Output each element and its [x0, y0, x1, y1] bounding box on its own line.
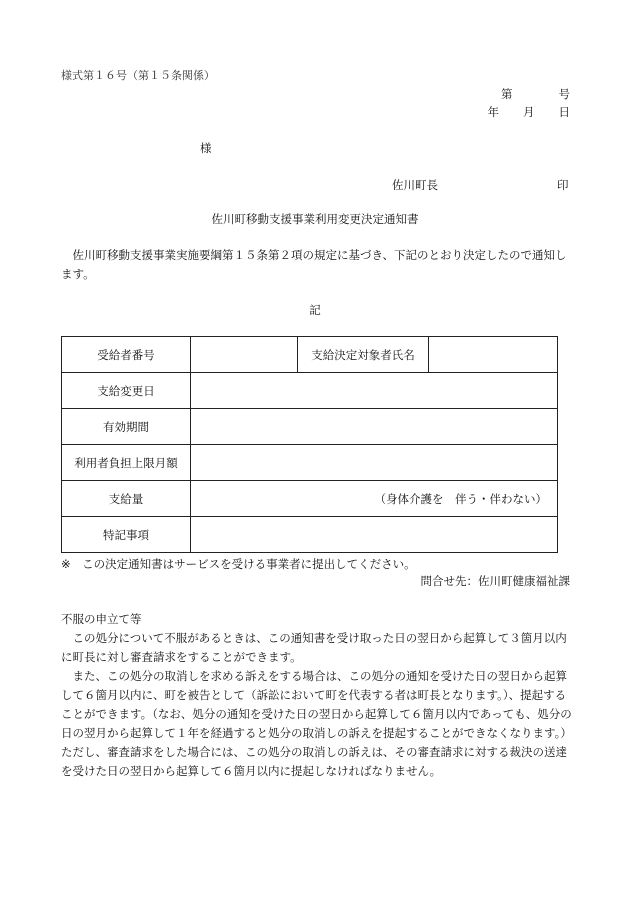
seal-mark: 印 [557, 178, 569, 192]
ki-heading: 記 [309, 303, 321, 317]
document-number-line [501, 86, 570, 102]
recipient-number-label: 受給者番号 [62, 337, 191, 373]
table-row [62, 445, 558, 481]
target-person-value [429, 337, 558, 373]
table-row [62, 409, 558, 445]
date-day: 日 [558, 105, 570, 119]
appeal-paragraph-1: この処分について不服があるときは、この通知書を受け取った日の翌日から起算して３箇月以内に町長に対し審査請求をすることができます。 [61, 631, 567, 664]
copay-limit-value [191, 445, 558, 481]
number-suffix: 号 [558, 87, 570, 101]
table-row [62, 517, 558, 553]
number-prefix: 第 [501, 87, 513, 101]
copay-limit-label: 利用者負担上限月額 [62, 445, 191, 481]
body-paragraph: 佐川町移動支援事業実施要綱第１５条第２項の規定に基づき、下記のとおり決定したので通知します。 [61, 248, 567, 281]
document-title: 佐川町移動支援事業利用変更決定通知書 [211, 212, 419, 226]
form-number: 様式第１６号（第１５条関係） [61, 69, 215, 82]
contact-info: 問合せ先：佐川町健康福祉課 [420, 574, 570, 588]
recipient-number-value [191, 337, 298, 373]
change-date-label: 支給変更日 [62, 373, 191, 409]
valid-period-label: 有効期間 [62, 409, 191, 445]
submission-note: ※ この決定通知書はサービスを受ける事業者に提出してください。 [61, 557, 416, 571]
date-month: 月 [523, 105, 535, 119]
date-line [488, 104, 571, 120]
issuer-name: 佐川町長 [392, 178, 438, 192]
decision-table [61, 336, 558, 553]
appeal-paragraph-2: また、この処分の取消しを求める訴えをする場合は、この処分の通知を受けた日の翌日から起算して６箇月以内に、町を被告として（訴訟において町を代表する者は町長となります。）、提起することができます。（なお、処分の通知を受けた日の翌日から起算して６箇月以内であっても、処分の日の翌月から起算して１年を経過すると処分の取消しの訴えを提起することができなくなります。）ただし、審査請求をした場合には、この処分の取消しの訴えは、その審査請求に対する裁決の送達を受けた日の翌日から起算して６箇月以内に提起しなければなりません。 [61, 669, 572, 778]
amount-value: （身体介護を 伴う・伴わない） [191, 481, 558, 517]
table-row [62, 481, 558, 517]
target-person-label: 支給決定対象者氏名 [298, 337, 429, 373]
change-date-value [191, 373, 558, 409]
remarks-label: 特記事項 [62, 517, 191, 553]
table-row [62, 337, 558, 373]
appeal-heading: 不服の申立て等 [61, 612, 142, 626]
amount-label: 支給量 [62, 481, 191, 517]
valid-period-value [191, 409, 558, 445]
date-year: 年 [487, 105, 499, 119]
table-row [62, 373, 558, 409]
addressee: 様 [200, 141, 212, 155]
remarks-value [191, 517, 558, 553]
